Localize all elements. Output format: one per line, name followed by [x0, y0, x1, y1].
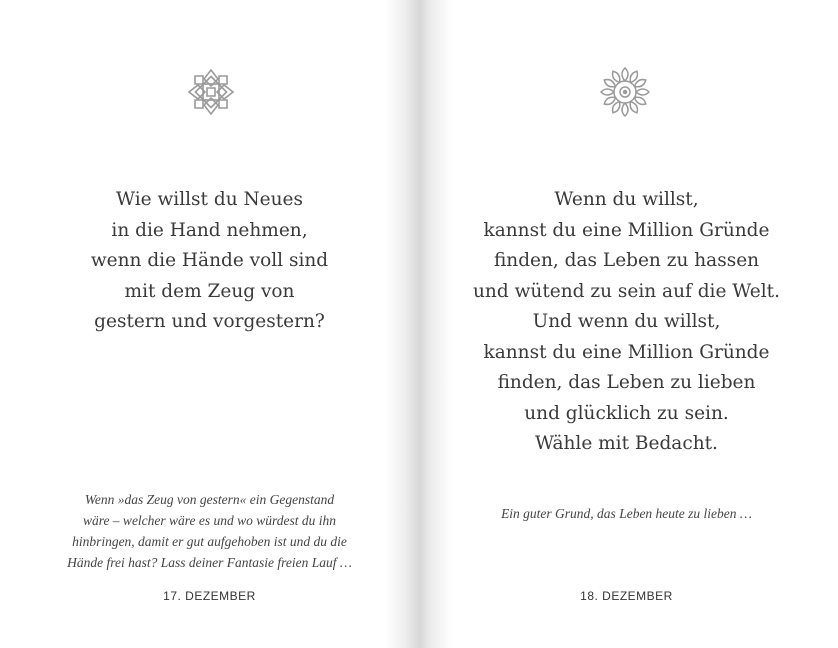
right-quote [417, 185, 836, 460]
quote-line: und glücklich zu sein. [524, 402, 729, 424]
quote-line: Wie willst du Neues [116, 189, 303, 210]
prompt-line: hinbringen, damit er gut aufgehoben ist und du die [72, 534, 347, 549]
right-reflection-prompt [417, 503, 836, 524]
left-reflection-prompt [0, 489, 419, 573]
quote-line: Und wenn du willst, [532, 311, 721, 332]
quote-line: finden, das Leben zu lieben [497, 372, 756, 393]
quote-line: mit dem Zeug von [124, 280, 295, 302]
quote-line: und wütend zu sein auf die Welt. [473, 280, 780, 302]
quote-line: kannst du eine Million Gründe [483, 341, 770, 363]
left-quote [0, 185, 419, 338]
quote-line: finden, das Leben zu hassen [493, 250, 760, 271]
mandala-ornament-icon [597, 64, 653, 120]
quote-line: Wähle mit Bedacht. [535, 433, 718, 454]
quote-line: wenn die Hände voll sind [90, 250, 329, 271]
quote-line: Wenn du willst, [554, 189, 699, 210]
left-page-date: 17. DEZEMBER [163, 589, 256, 603]
prompt-line: Ein guter Grund, das Leben heute zu lieben … [501, 506, 752, 521]
prompt-line: Hände frei hast? Lass deiner Fantasie freien Lauf … [67, 555, 352, 570]
right-page-date: 18. DEZEMBER [580, 589, 673, 603]
quote-line: kannst du eine Million Gründe [483, 219, 770, 241]
quote-line: gestern und vorgestern? [94, 311, 325, 332]
prompt-line: wäre – welcher wäre es und wo würdest du ihn [82, 513, 337, 528]
prompt-line: Wenn »das Zeug von gestern« ein Gegenstand [84, 492, 335, 507]
quote-line: in die Hand nehmen, [111, 219, 308, 241]
geometric-flower-ornament-icon [183, 64, 239, 120]
right-page [419, 0, 838, 648]
